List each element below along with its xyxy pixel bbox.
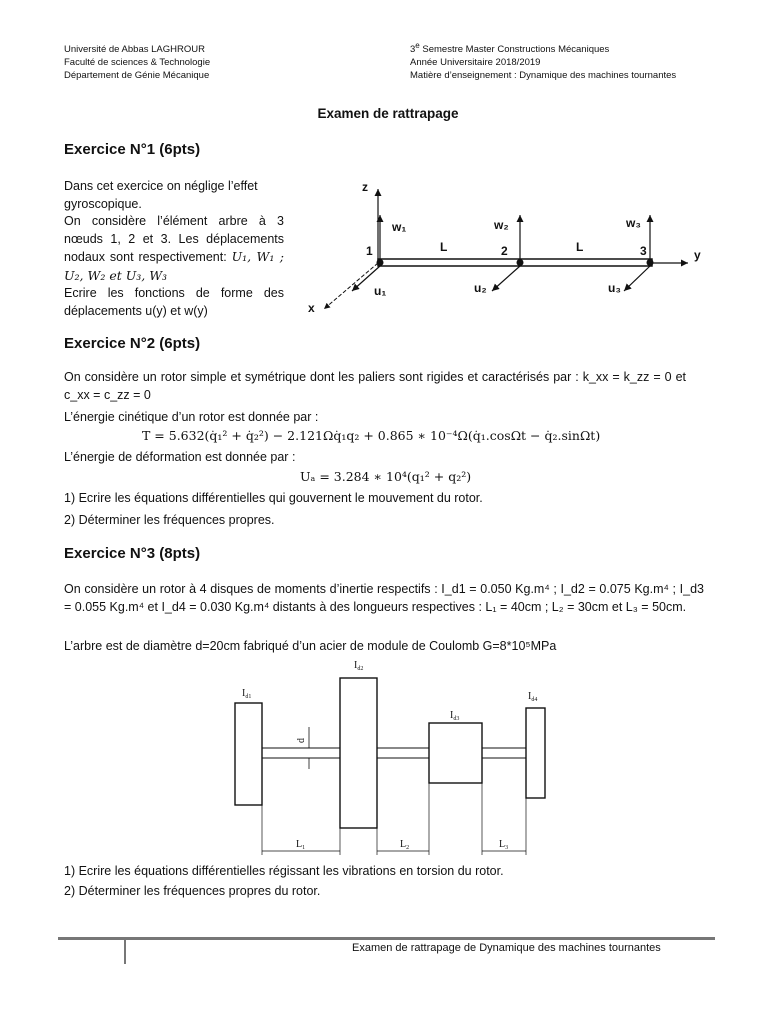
exercise-1-p2: On considère l’élément arbre à 3 nœuds 1, 2 et 3. Les déplacements nodaux sont respectivement: U₁, W₁ ; U₂, W₂ et U₃, W₃ [64,214,284,283]
exercise-3-p2: L’arbre est de diamètre d=20cm fabriqué d’un acier de module de Coulomb G=8*10⁵MPa [64,639,557,653]
rotor-diagram [220,655,560,860]
exercise-2-p3: L’énergie de déformation est donnée par : [64,450,296,464]
shaft-segment-1 [262,748,340,758]
exercise-3-p1: On considère un rotor à 4 disques de moments d’inertie respectifs : I_d1 = 0.050 Kg.m⁴ ; I_d2 = 0.075 Kg.m⁴ ; I_d3 = 0.055 Kg.m⁴ et I_d4 = 0.030 Kg.m⁴ distants à des longueurs respectives : L₁ = 40cm ; L₂ = 30cm et L₃ = 50cm. [64,582,704,614]
disc-2 [340,678,377,828]
disc-1-label: $I_{d1}$ [242,688,252,700]
header-right [410,40,677,82]
course-name: Matière d’enseignement : Dynamique des machines tournantes [410,70,677,81]
exercise-1-text [64,178,284,320]
u3-label: u₃ [608,281,621,295]
exercise-2-p2: L’énergie cinétique d’un rotor est donnée par : [64,410,319,424]
w3-label: w₃ [626,216,641,230]
node-1-label: 1 [366,244,373,258]
faculty-name: Faculté de sciences & Technologie [64,57,211,68]
beam [378,259,652,266]
u2-label: u₂ [474,281,487,295]
footer-tick [124,940,126,964]
department-name: Département de Génie Mécanique [64,70,210,81]
exercise-2-p1: On considère un rotor simple et symétrique dont les paliers sont rigides et caractérisés par : k_xx = k_zz = 0 et c_xx = c_zz = 0 [64,370,686,402]
disc-4 [526,708,545,798]
node-1 [377,259,384,266]
page-title: Examen de rattrapage [317,106,459,121]
disc-3-label: $I_{d3}$ [450,710,460,722]
exercise-1-title: Exercice N°1 (6pts) [64,141,201,158]
header-left [64,43,210,82]
semester-line: 3e Semestre Master Constructions Mécaniques [410,40,610,55]
length-label-2: L [576,240,584,254]
exercise-2-q1: 1) Ecrire les équations différentielles qui gouvernent le mouvement du rotor. [64,491,483,505]
L1-label: $L_1$ [296,839,306,851]
kinetic-energy-equation: T = 5.632(q̇₁² + q̇₂²) − 2.121Ωq̇₁q₂ + 0.865 ∗ 10⁻⁴Ω(q̇₁.cosΩt − q̇₂.sinΩt) [142,428,601,443]
node-3-label: 3 [640,244,647,258]
exercise-1-p1: Dans cet exercice on néglige l’effet gyroscopique. [64,179,258,211]
y-axis-label: y [694,248,701,262]
w2-label: w₂ [494,218,509,232]
academic-year: Année Universitaire 2018/2019 [410,57,541,68]
exercise-3-q2: 2) Déterminer les fréquences propres du rotor. [64,884,321,898]
x-axis-label: x [308,301,315,315]
exercise-3-title: Exercice N°3 (8pts) [64,545,201,562]
beam-element-diagram [290,175,710,330]
disc-4-label: $I_{d4}$ [528,691,538,703]
strain-energy-equation: Uₐ = 3.284 ∗ 10⁴(q₁² + q₂²) [300,469,472,484]
disc-3 [429,723,482,783]
diameter-label: d [296,738,307,743]
exercise-2-title: Exercice N°2 (6pts) [64,335,201,352]
length-label-1: L [440,240,448,254]
node-2 [517,259,524,266]
w1-label: w₁ [392,220,407,234]
u1-label: u₁ [374,284,387,298]
exercise-2-q2: 2) Déterminer les fréquences propres. [64,513,275,527]
exercise-3-q1: 1) Ecrire les équations différentielles régissant les vibrations en torsion du rotor. [64,864,504,878]
x-axis [324,263,378,309]
disc-1 [235,703,262,805]
shaft-segment-3 [482,748,526,758]
shaft-segment-2 [377,748,429,758]
L2-label: $L_2$ [400,839,410,851]
u2-arrow [492,266,520,291]
z-axis-label: z [362,180,368,194]
exercise-1-p3: Ecrire les fonctions de forme des déplacements u(y) et w(y) [64,286,284,318]
u3-arrow [624,266,650,291]
footer-rule [58,937,715,940]
L3-label: $L_3$ [499,839,509,851]
node-3 [647,259,654,266]
disc-2-label: $I_{d2}$ [354,660,364,672]
node-2-label: 2 [501,244,508,258]
university-name: Université de Abbas LAGHROUR [64,44,205,55]
footer-text: Examen de rattrapage de Dynamique des machines tournantes [352,942,661,954]
